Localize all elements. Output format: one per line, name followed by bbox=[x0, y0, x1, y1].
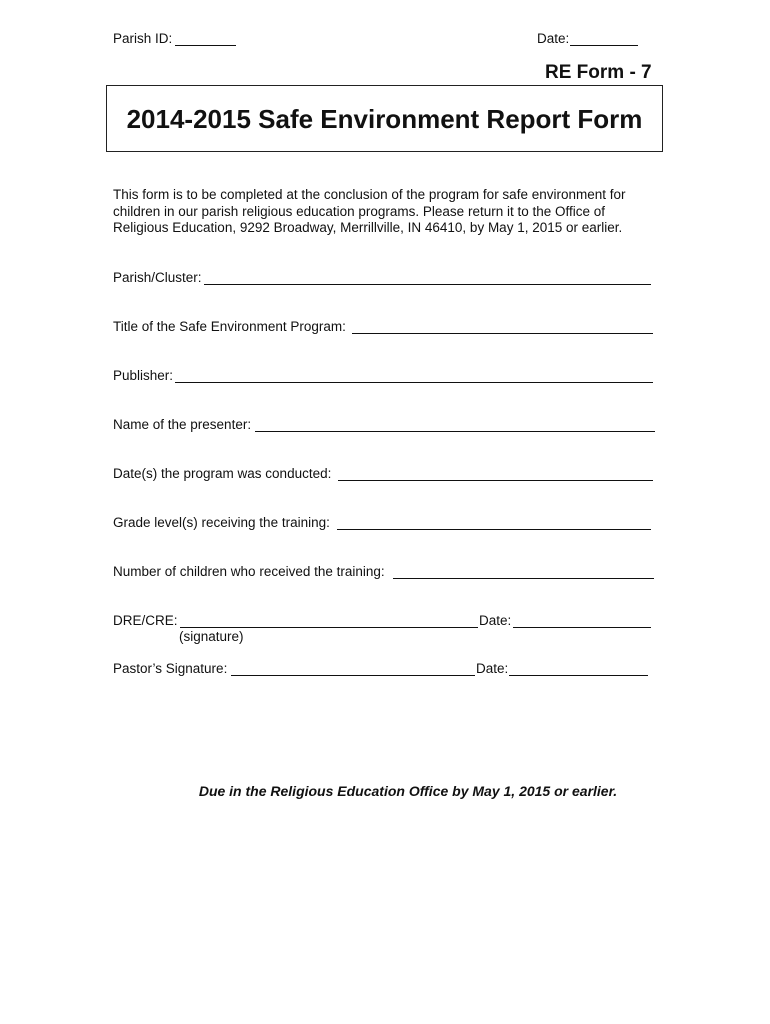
children-count-label: Number of children who received the training: bbox=[113, 564, 385, 579]
dates-conducted-label: Date(s) the program was conducted: bbox=[113, 466, 332, 481]
dre-cre-label: DRE/CRE: bbox=[113, 613, 178, 628]
dre-cre-date-label: Date: bbox=[479, 613, 512, 628]
dates-conducted-field[interactable] bbox=[338, 480, 653, 481]
presenter-field[interactable] bbox=[255, 431, 655, 432]
dre-cre-signature-field[interactable] bbox=[180, 627, 478, 628]
form-number: RE Form - 7 bbox=[545, 62, 652, 83]
grade-levels-field[interactable] bbox=[337, 529, 651, 530]
program-title-label: Title of the Safe Environment Program: bbox=[113, 319, 346, 334]
program-title-field[interactable] bbox=[352, 333, 653, 334]
form-title: 2014-2015 Safe Environment Report Form bbox=[126, 103, 643, 134]
parish-id-blank[interactable] bbox=[175, 45, 236, 46]
pastor-signature-field[interactable] bbox=[231, 675, 475, 676]
pastor-signature-label: Pastor’s Signature: bbox=[113, 661, 228, 676]
pastor-date-field[interactable] bbox=[509, 675, 648, 676]
publisher-field[interactable] bbox=[175, 382, 653, 383]
parish-cluster-field[interactable] bbox=[204, 284, 651, 285]
dre-cre-date-field[interactable] bbox=[513, 627, 651, 628]
dre-cre-sub-label: (signature) bbox=[179, 629, 244, 644]
publisher-label: Publisher: bbox=[113, 368, 174, 383]
grade-levels-label: Grade level(s) receiving the training: bbox=[113, 515, 330, 530]
parish-id-label: Parish ID: bbox=[113, 31, 173, 46]
children-count-field[interactable] bbox=[393, 578, 654, 579]
intro-paragraph: This form is to be completed at the conclusion of the program for safe environment for children in our parish religious education programs. Please return it to the Office of Religious Education, 9292 Broadway, Merrillville, IN 46410, by May 1, 2015 or earlier. bbox=[113, 187, 626, 235]
pastor-date-label: Date: bbox=[476, 661, 509, 676]
presenter-label: Name of the presenter: bbox=[113, 417, 252, 432]
due-date-note: Due in the Religious Education Office by May 1, 2015 or earlier. bbox=[198, 783, 618, 799]
parish-cluster-label: Parish/Cluster: bbox=[113, 270, 202, 285]
header-date-label: Date: bbox=[537, 31, 570, 46]
title-box bbox=[106, 85, 663, 152]
header-date-blank[interactable] bbox=[570, 45, 638, 46]
